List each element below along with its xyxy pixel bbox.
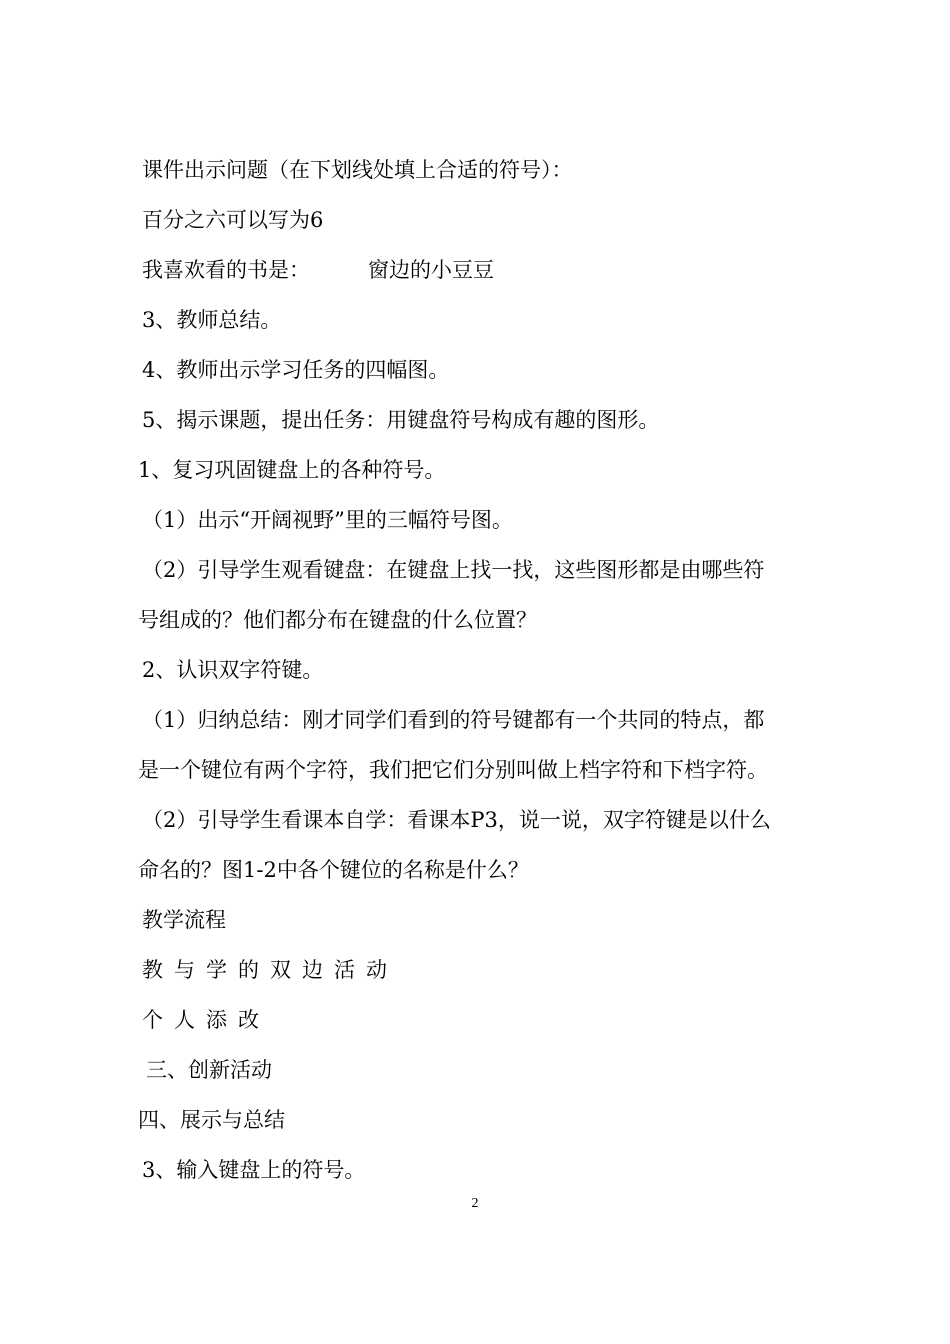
text-line-3 [142,256,832,284]
text-line-7: 1、复习巩固键盘上的各种符号。 [138,458,446,482]
text-line-14: （2）引导学生看课本自学：看课本P3，说一说，双字符键是以什么 [142,808,771,832]
text-line-2: 百分之六可以写为6 [142,208,324,232]
text-line-18: 个人添改 [142,1008,270,1032]
text-line-12: （1）归纳总结：刚才同学们看到的符号键都有一个共同的特点，都 [142,708,765,732]
text-line-11: 2、认识双字符键。 [142,658,324,682]
text-line-20: 四、展示与总结 [138,1108,285,1132]
text-line-1: 课件出示问题（在下划线处填上合适的符号）： [142,158,573,182]
text-line-17: 教与学的双边活动 [142,958,398,982]
text-line-21: 3、输入键盘上的符号。 [142,1158,366,1182]
page-number: 2 [471,1196,479,1211]
text-line-15: 命名的？图1-2中各个键位的名称是什么？ [138,858,529,882]
text-line-13: 是一个键位有两个字符，我们把它们分别叫做上档字符和下档字符。 [138,758,768,782]
text-line-9: （2）引导学生观看键盘：在键盘上找一找，这些图形都是由哪些符 [142,558,765,582]
text-line-10: 号组成的？他们都分布在键盘的什么位置？ [138,608,537,632]
text-line-3-label: 我喜欢看的书是： [142,258,310,282]
text-line-6: 5、揭示课题，提出任务：用键盘符号构成有趣的图形。 [142,408,660,432]
text-line-4: 3、教师总结。 [142,308,282,332]
text-line-5: 4、教师出示学习任务的四幅图。 [142,358,450,382]
text-line-3-book: 窗边的小豆豆 [368,258,494,282]
text-line-8: （1）出示“开阔视野”里的三幅符号图。 [142,508,513,532]
text-line-16: 教学流程 [142,908,226,932]
text-line-19: 三、创新活动 [146,1058,272,1082]
